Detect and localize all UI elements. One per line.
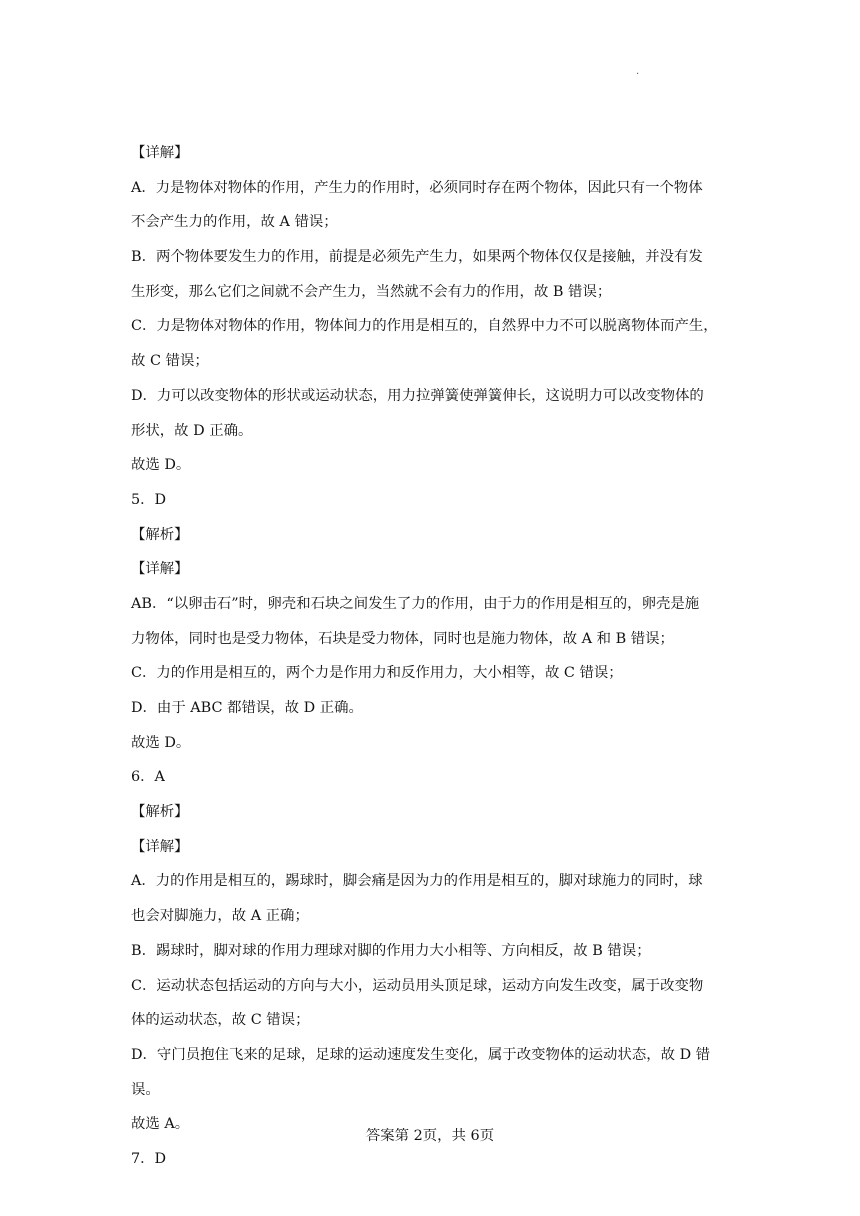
text-line: D．守门员抱住飞来的足球，足球的运动速度发生变化，属于改变物体的运动状态，故 D 错 (131, 1046, 711, 1063)
text-line: C．力的作用是相互的，两个力是作用力和反作用力，大小相等，故 C 错误； (131, 665, 623, 682)
text-line: AB．“以卵击石”时，卵壳和石块之间发生了力的作用，由于力的作用是相互的，卵壳是施 (131, 595, 700, 612)
text-line: 故选 D。 (131, 734, 191, 751)
text-line: 故选 A。 (131, 1116, 190, 1133)
text-line: 误。 (131, 1081, 160, 1098)
text-line: 5．D (131, 491, 167, 508)
text-line: 不会产生力的作用，故 A 错误； (131, 214, 338, 231)
text-line: A．力是物体对物体的作用，产生力的作用时，必须同时存在两个物体，因此只有一个物体 (131, 179, 703, 196)
text-line: 【详解】 (131, 145, 189, 161)
text-line: C．力是物体对物体的作用，物体间力的作用是相互的，自然界中力不可以脱离物体而产生， (131, 318, 718, 335)
text-line: B．两个物体要发生力的作用，前提是必须先产生力，如果两个物体仅仅是接触，并没有发 (131, 249, 703, 266)
text-line: 【解析】 (131, 526, 189, 543)
text-line: 7．D (131, 1150, 167, 1167)
text-line: 故 C 错误； (131, 353, 209, 370)
text-line: 【详解】 (131, 838, 189, 855)
text-line: C．运动状态包括运动的方向与大小，运动员用头顶足球，运动方向发生改变，属于改变物 (131, 977, 704, 994)
text-line: B．踢球时，脚对球的作用力理球对脚的作用力大小相等、方向相反，故 B 错误； (131, 942, 651, 959)
page-footer: 答案第 2页，共 6页 (365, 1128, 495, 1144)
text-line: D．力可以改变物体的形状或运动状态，用力拉弹簧使弹簧伸长，这说明力可以改变物体的 (131, 387, 704, 404)
text-line: 6．A (131, 769, 165, 786)
text-line: 体的运动状态，故 C 错误； (131, 1012, 310, 1029)
text-line: 形状，故 D 正确。 (131, 422, 253, 439)
document-body (131, 136, 735, 1177)
text-line: 也会对脚施力，故 A 正确； (131, 908, 309, 925)
text-line: 生形变，那么它们之间就不会产生力，当然就不会有力的作用，故 B 错误； (131, 283, 612, 300)
text-line: 力物体，同时也是受力物体，石块是受力物体，同时也是施力物体，故 A 和 B 错误； (131, 630, 674, 647)
text-line: 故选 D。 (131, 457, 191, 474)
header-dot: . (636, 66, 640, 77)
text-line: D．由于 ABC 都错误，故 D 正确。 (131, 700, 363, 716)
text-line: 【解析】 (131, 804, 189, 821)
text-line: 【详解】 (131, 561, 189, 578)
text-line: A．力的作用是相互的，踢球时，脚会痛是因为力的作用是相互的，脚对球施力的同时，球 (131, 873, 703, 890)
